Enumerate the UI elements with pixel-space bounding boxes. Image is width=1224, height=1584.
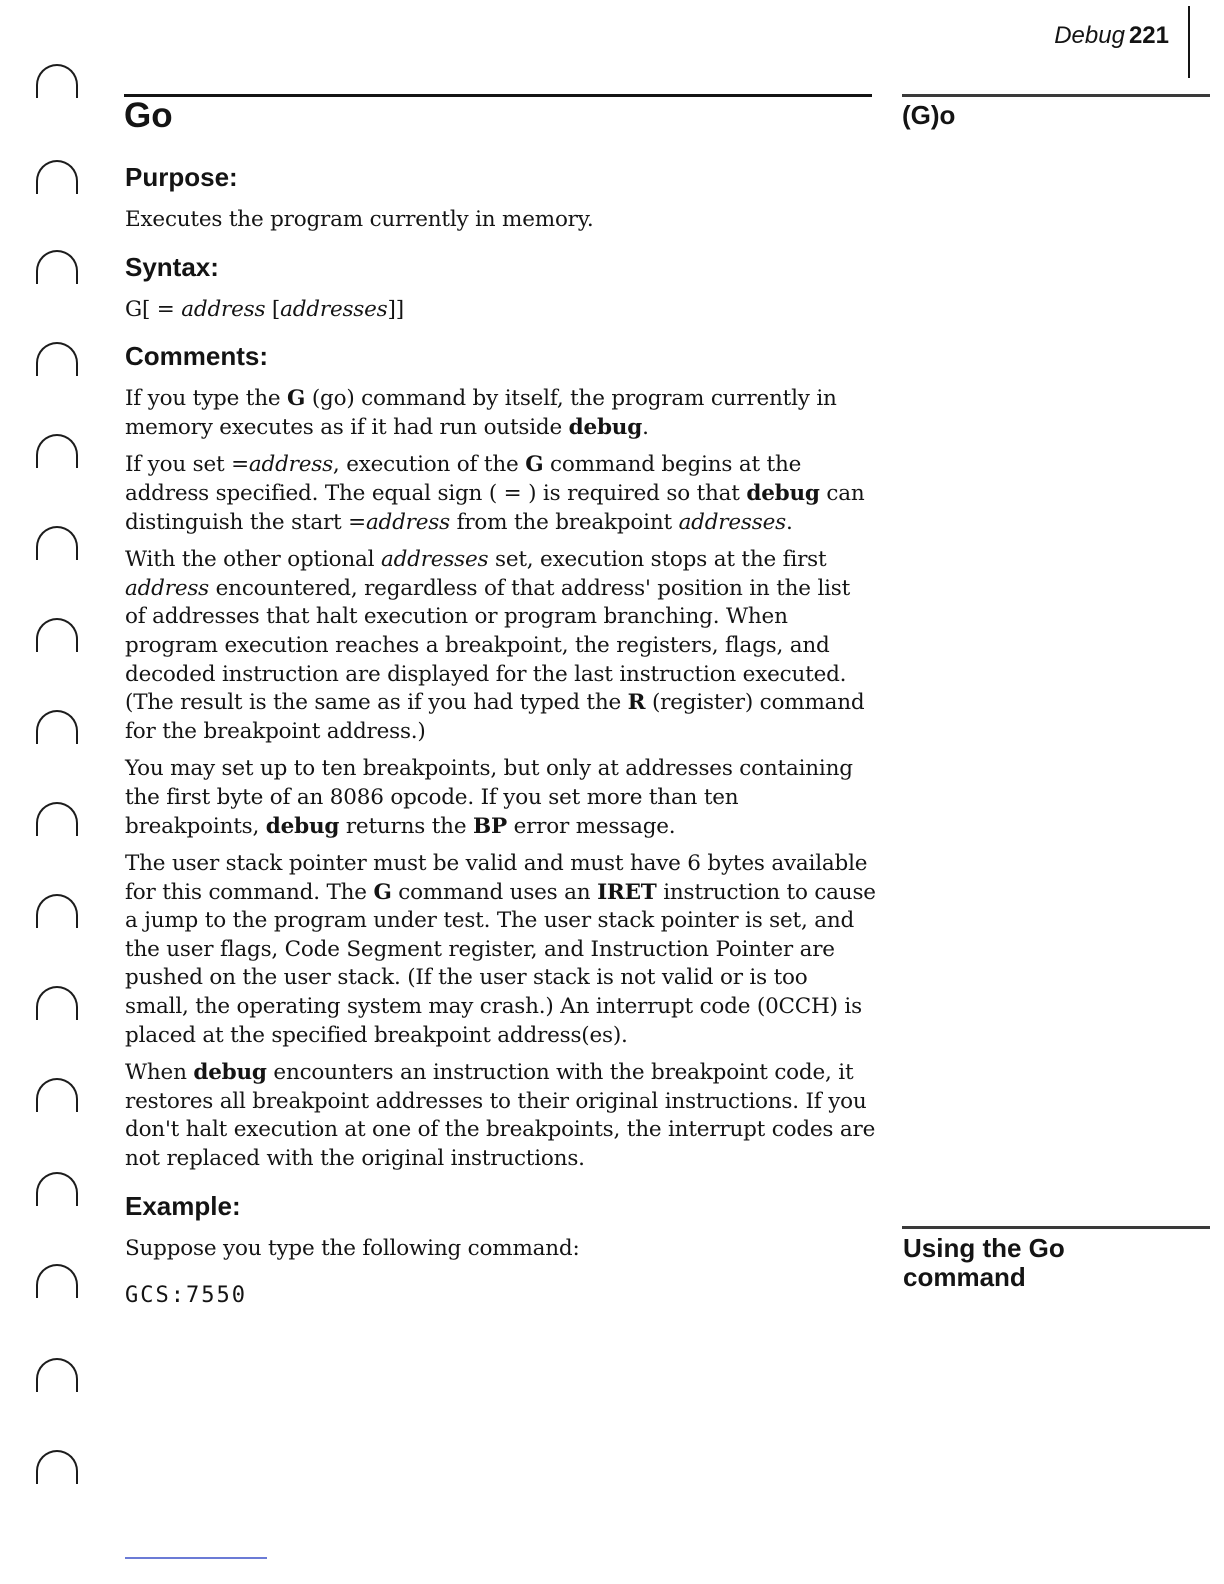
purpose-text: Executes the program currently in memory.	[125, 207, 594, 232]
running-header-section: Debug	[1054, 22, 1125, 49]
binder-hole	[36, 526, 78, 560]
comments-paragraph-4: You may set up to ten breakpoints, but only at addresses containing the first byte of an 8086 opcode. If you set more than ten breakpoints, debug returns the BP error message.	[125, 756, 853, 839]
comments-paragraph-1: If you type the G (go) command by itself, the program currently in memory executes as if it had run outside debug.	[125, 386, 837, 440]
example-text: Suppose you type the following command:	[125, 1235, 580, 1261]
comments-paragraph-2: If you set =address, execution of the G command begins at the address specified. The equal sign ( = ) is required so that debug can distinguish the start =address from the breakpoint addresses.	[125, 452, 865, 535]
syntax-heading: Syntax:	[125, 251, 219, 282]
binder-hole	[36, 618, 78, 652]
syntax-text: G[ = address [addresses]]	[125, 296, 404, 322]
binder-hole	[36, 802, 78, 836]
binder-hole	[36, 1172, 78, 1206]
running-header	[1054, 22, 1169, 50]
comments-paragraph-6: When debug encounters an instruction with the breakpoint code, it restores all breakpoint addresses to their original instructions. If you don't halt execution at one of the breakpoints, the interrupt codes are not replaced with the original instructions.	[125, 1060, 876, 1172]
example-code: GCS:7550	[125, 1283, 247, 1309]
binder-hole	[36, 160, 78, 194]
title-rule	[124, 94, 872, 97]
comments-heading: Comments:	[125, 341, 269, 372]
binder-hole	[36, 1264, 78, 1298]
example-heading: Example:	[125, 1190, 241, 1221]
binder-hole	[36, 1078, 78, 1112]
page-title: Go	[124, 96, 173, 135]
main-content	[125, 160, 877, 1308]
margin-note-go: (G)o	[902, 100, 956, 130]
binder-hole	[36, 1450, 78, 1484]
binder-hole	[36, 1358, 78, 1392]
footer-rule	[125, 1557, 267, 1559]
purpose-heading: Purpose:	[125, 162, 238, 192]
margin-rule-top	[902, 94, 1210, 97]
binder-hole	[36, 710, 78, 744]
header-rule	[1188, 6, 1190, 78]
binder-hole	[36, 250, 78, 284]
comments-paragraph-3: With the other optional addresses set, execution stops at the first address encountered, regardless of that address' position in the list of addresses that halt execution or program branching. When program execution reaches a breakpoint, the registers, flags, and decoded instruction are displayed for the last instruction executed. (The result is the same as if you had typed the R (register) command for the breakpoint address.)	[125, 547, 865, 744]
binder-hole	[36, 894, 78, 928]
page-number: 221	[1128, 22, 1169, 49]
binder-hole	[36, 342, 78, 376]
binder-hole	[36, 986, 78, 1020]
binder-hole	[36, 64, 78, 98]
binder-hole	[36, 434, 78, 468]
comments-paragraph-5: The user stack pointer must be valid and must have 6 bytes available for this command. The G command uses an IRET instruction to cause a jump to the program under test. The user stack pointer is set, and the user flags, Code Segment register, and Instruction Pointer are pushed on the user stack. (If the user stack is not valid or is too small, the operating system may crash.) An interrupt code (0CCH) is placed at the specified breakpoint address(es).	[125, 851, 876, 1048]
margin-note-example: Using the Go command	[903, 1233, 1065, 1292]
margin-rule-example	[902, 1226, 1210, 1229]
